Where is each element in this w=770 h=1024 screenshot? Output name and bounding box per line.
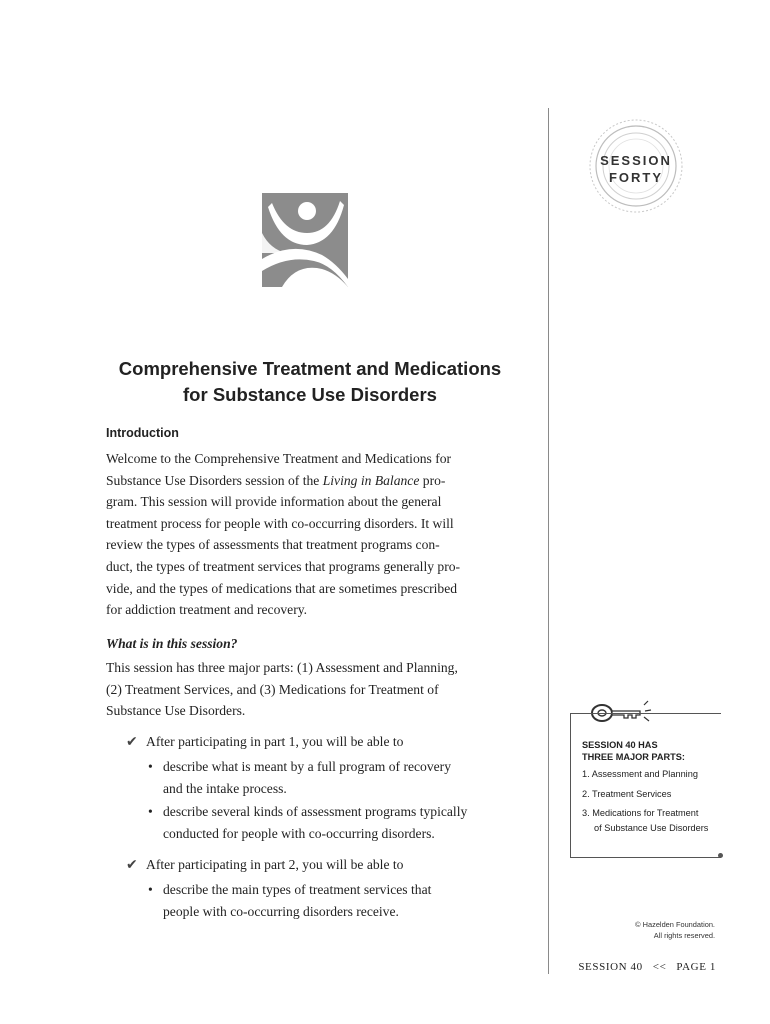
intro-line: Substance Use Disorders session of the Living in Balance pro- — [106, 472, 446, 488]
balance-figure-icon — [262, 193, 348, 287]
session-part-item — [582, 806, 732, 836]
bullet-line: conducted for people with co-occurring disorders. — [163, 825, 435, 841]
objective-text: After participating in part 2, you will be able to — [146, 857, 404, 872]
sidebar-heading-line: THREE MAJOR PARTS: — [582, 752, 685, 762]
page-title — [100, 356, 520, 408]
session-badge-text — [588, 152, 684, 186]
bullet-line: describe what is meant by a full program of recovery — [163, 759, 452, 774]
session-parts-heading — [582, 739, 722, 763]
copyright-line: © Hazelden Foundation. — [635, 920, 715, 929]
what-in-session-paragraph — [106, 657, 516, 722]
program-name: Living in Balance — [322, 472, 420, 488]
bullet-line: describe several kinds of assessment programs typically — [163, 804, 468, 819]
bullet-icon: • — [148, 882, 153, 897]
footer-text: SESSION 40 << PAGE 1 — [578, 961, 716, 973]
introduction-paragraph — [106, 448, 516, 621]
title-line-1: Comprehensive Treatment and Medications — [118, 358, 502, 379]
sidebar-heading-line: SESSION 40 HAS — [582, 740, 658, 750]
session-parts-box — [570, 713, 721, 858]
title-line-2: for Substance Use Disorders — [183, 384, 437, 405]
page-footer — [560, 961, 716, 973]
intro-line: vide, and the types of medications that are sometimes prescribed — [106, 580, 458, 596]
session-part-item — [582, 787, 732, 802]
what-in-session-heading: What is in this session? — [106, 636, 238, 651]
session-part-item — [582, 767, 732, 782]
objective-text: After participating in part 1, you will be able to — [146, 734, 404, 749]
vertical-divider — [548, 108, 549, 974]
checkmark-icon: ✔ — [126, 857, 138, 873]
part-label: 1. Assessment and Planning — [582, 769, 698, 779]
checkmark-icon: ✔ — [126, 734, 138, 750]
copyright-notice — [600, 919, 715, 941]
intro-line: treatment process for people with co-occurring disorders. It will — [106, 515, 454, 531]
part-label: 3. Medications for Treatment — [582, 808, 699, 818]
intro-line: review the types of assessments that treatment programs con- — [106, 537, 440, 553]
bullet-icon: • — [148, 759, 153, 774]
part-label: of Substance Use Disorders — [594, 823, 709, 833]
part-label: 2. Treatment Services — [582, 789, 672, 799]
bullet-line: people with co-occurring disorders receive. — [163, 903, 399, 919]
bullet-line: and the intake process. — [163, 780, 287, 796]
objective-part-2 — [126, 854, 403, 877]
bullet-icon: • — [148, 804, 153, 819]
living-in-balance-logo — [262, 193, 348, 287]
objective-part-1 — [126, 731, 403, 754]
intro-line: gram. This session will provide information about the general — [106, 494, 442, 510]
badge-line-1: SESSION — [600, 153, 672, 168]
badge-line-2: FORTY — [608, 170, 664, 185]
objective-bullet — [148, 756, 528, 799]
intro-line: for addiction treatment and recovery. — [106, 602, 308, 618]
bullet-line: describe the main types of treatment services that — [163, 882, 432, 897]
what-line: Substance Use Disorders. — [106, 703, 246, 719]
copyright-line: All rights reserved. — [653, 931, 715, 940]
objective-bullet — [148, 801, 528, 844]
box-end-dot — [718, 853, 723, 858]
objective-bullet — [148, 879, 528, 922]
intro-line: duct, the types of treatment services that programs generally pro- — [106, 558, 461, 574]
what-line: This session has three major parts: (1) Assessment and Planning, — [106, 660, 458, 675]
session-badge — [588, 118, 684, 214]
intro-line: Welcome to the Comprehensive Treatment and Medications for — [106, 451, 452, 466]
introduction-heading: Introduction — [106, 426, 179, 440]
what-line: (2) Treatment Services, and (3) Medications for Treatment of — [106, 681, 439, 697]
